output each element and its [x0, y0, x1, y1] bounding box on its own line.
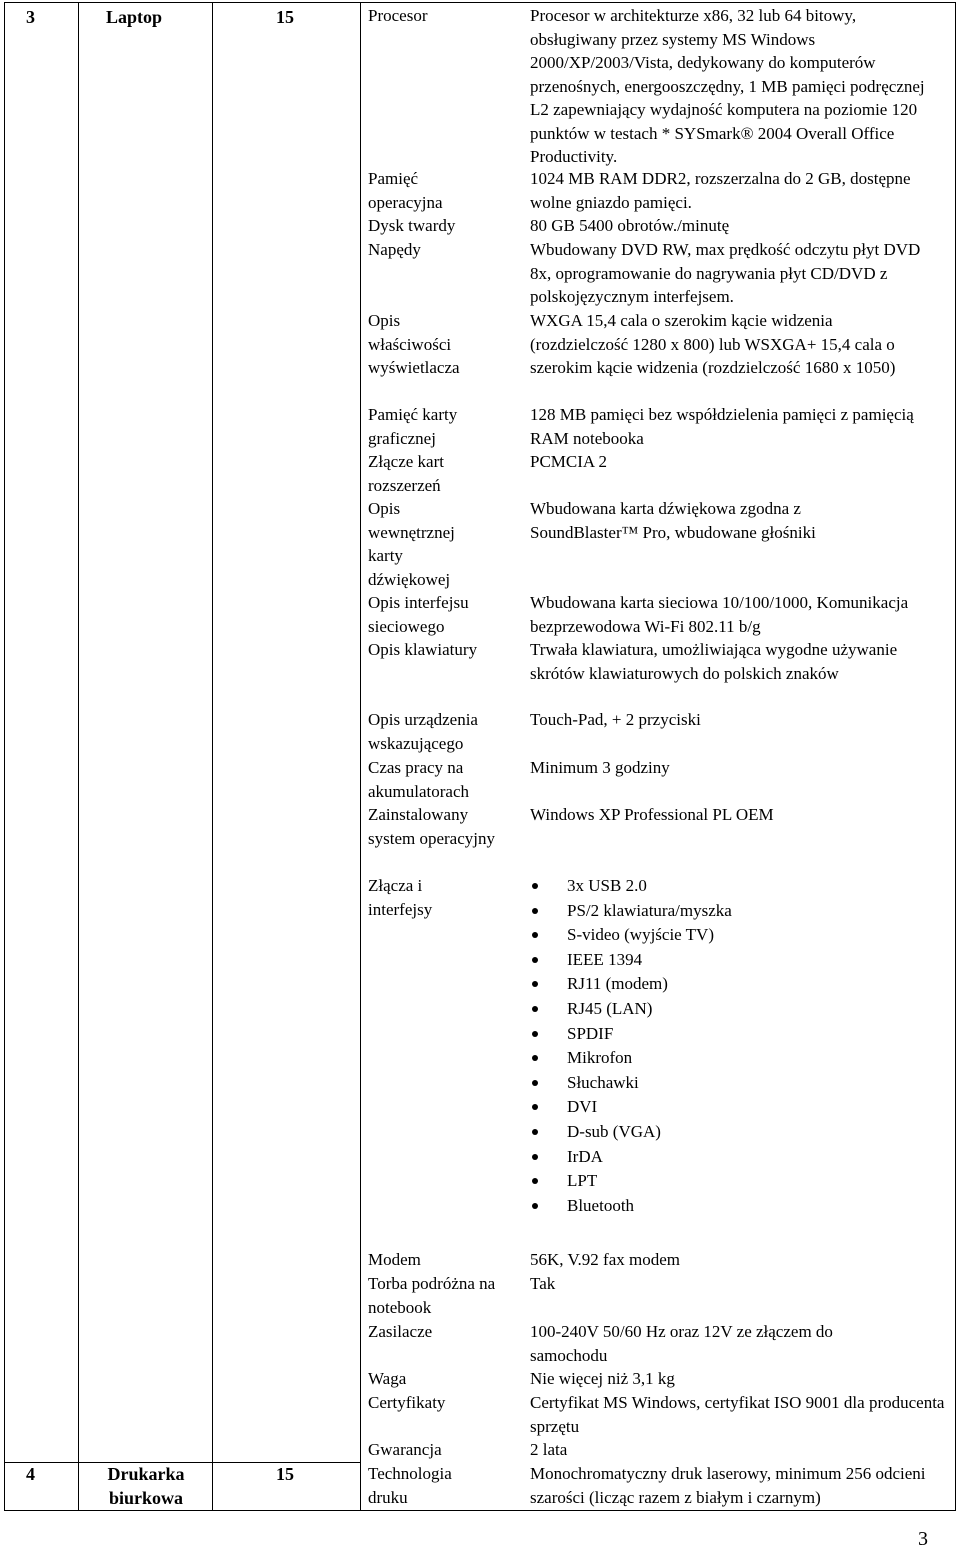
table-divider-item [78, 2, 79, 1510]
table-border-bottom [4, 1510, 956, 1511]
spec-param: Technologia druku [368, 1464, 452, 1507]
interfaces-list [530, 874, 732, 1218]
spec-param: Procesor [368, 6, 428, 25]
spec-param: Opis klawiatury [368, 640, 478, 659]
table-border-right [955, 2, 956, 1510]
list-item: Bluetooth [530, 1194, 732, 1219]
list-item: Słuchawki [530, 1071, 732, 1096]
spec-value: Wbudowana karta sieciowa 10/100/1000, Komunikacja bezprzewodowa Wi-Fi 802.11 b/g [530, 593, 909, 636]
spec-param: Złącze kart rozszerzeń [368, 452, 444, 495]
spec-value: Wbudowany DVD RW, max prędkość odczytu płyt DVD 8x, oprogramowanie do nagrywania płyt CD/DVD z polskojęzycznym interfejsem. [530, 240, 921, 306]
list-item: 3x USB 2.0 [530, 874, 732, 899]
spec-value: PCMCIA 2 [530, 452, 607, 471]
row-number: 4 [26, 1464, 35, 1484]
spec-value: 1024 MB RAM DDR2, rozszerzalna do 2 GB, dostępne wolne gniazdo pamięci. [530, 169, 911, 212]
list-item: LPT [530, 1169, 732, 1194]
spec-value: Minimum 3 godziny [530, 758, 670, 777]
spec-param: Torba podróżna na notebook [368, 1274, 496, 1317]
table-border-left [4, 2, 5, 1510]
spec-param: Opis wewnętrznej karty dźwiękowej [368, 499, 455, 589]
table-divider-param [360, 2, 361, 1510]
list-item: D-sub (VGA) [530, 1120, 732, 1145]
spec-value: Touch-Pad, + 2 przyciski [530, 710, 701, 729]
spec-value: Tak [530, 1274, 556, 1293]
table-divider-qty [212, 2, 213, 1510]
spec-param: Dysk twardy [368, 216, 456, 235]
spec-param: Napędy [368, 240, 421, 259]
spec-param: Certyfikaty [368, 1393, 446, 1412]
spec-param: Pamięć karty graficznej [368, 405, 458, 448]
spec-value: Certyfikat MS Windows, certyfikat ISO 9001 dla producenta sprzętu [530, 1393, 945, 1436]
page-number: 3 [918, 1528, 928, 1550]
list-item: Mikrofon [530, 1046, 732, 1071]
spec-value: Wbudowana karta dźwiękowa zgodna z SoundBlaster™ Pro, wbudowane głośniki [530, 499, 816, 542]
spec-param: Opis interfejsu sieciowego [368, 593, 469, 636]
spec-value: 80 GB 5400 obrotów./minutę [530, 216, 730, 235]
spec-value: WXGA 15,4 cala o szerokim kącie widzenia (rozdzielczość 1280 x 800) lub WSXGA+ 15,4 cala o szerokim kącie widzenia (rozdzielczość 1680 x 1050) [530, 311, 896, 377]
spec-value: Windows XP Professional PL OEM [530, 805, 774, 824]
spec-param: Pamięć operacyjna [368, 169, 443, 212]
spec-value: Procesor w architekturze x86, 32 lub 64 bitowy, obsługiwany przez systemy MS Windows 2000/XP/2003/Vista, dedykowany do komputerów przenośnych, energooszczędny, 1 MB pamięci podręcznej L2 zapewniający wydajność komputera na poziomie 120 punktów w testach * SYSmark® 2004 Overall Office Productivity. [530, 6, 925, 166]
list-item: IEEE 1394 [530, 948, 732, 973]
spec-param: Zasilacze [368, 1322, 433, 1341]
spec-value: 100-240V 50/60 Hz oraz 12V ze złączem do samochodu [530, 1322, 833, 1365]
table-border-top [4, 2, 956, 3]
spec-param: Opis właściwości wyświetlacza [368, 311, 460, 377]
list-item: IrDA [530, 1145, 732, 1170]
spec-param: Złącza i interfejsy [368, 876, 433, 919]
list-item: PS/2 klawiatura/myszka [530, 899, 732, 924]
row-number: 3 [26, 7, 35, 27]
item-name: Drukarka biurkowa [107, 1464, 185, 1508]
spec-value: Monochromatyczny druk laserowy, minimum 256 odcieni szarości (licząc razem z białym i czarnym) [530, 1464, 926, 1507]
item-quantity: 15 [276, 1464, 294, 1484]
spec-value: 56K, V.92 fax modem [530, 1250, 681, 1269]
spec-value: 128 MB pamięci bez współdzielenia pamięci z pamięcią RAM notebooka [530, 405, 914, 448]
item-quantity: 15 [276, 7, 294, 27]
spec-value: Nie więcej niż 3,1 kg [530, 1369, 675, 1388]
list-item: SPDIF [530, 1022, 732, 1047]
list-item: RJ11 (modem) [530, 972, 732, 997]
spec-value: Trwała klawiatura, umożliwiająca wygodne używanie skrótów klawiaturowych do polskich znaków [530, 640, 898, 683]
list-item: DVI [530, 1095, 732, 1120]
spec-value: 2 lata [530, 1440, 568, 1459]
list-item: S-video (wyjście TV) [530, 923, 732, 948]
item-name: Laptop [106, 7, 163, 27]
list-item: RJ45 (LAN) [530, 997, 732, 1022]
spec-param: Waga [368, 1369, 407, 1388]
spec-param: Zainstalowany system operacyjny [368, 805, 495, 848]
spec-param: Czas pracy na akumulatorach [368, 758, 470, 801]
spec-param: Gwarancja [368, 1440, 442, 1459]
spec-param: Opis urządzenia wskazującego [368, 710, 478, 753]
spec-param: Modem [368, 1250, 421, 1269]
